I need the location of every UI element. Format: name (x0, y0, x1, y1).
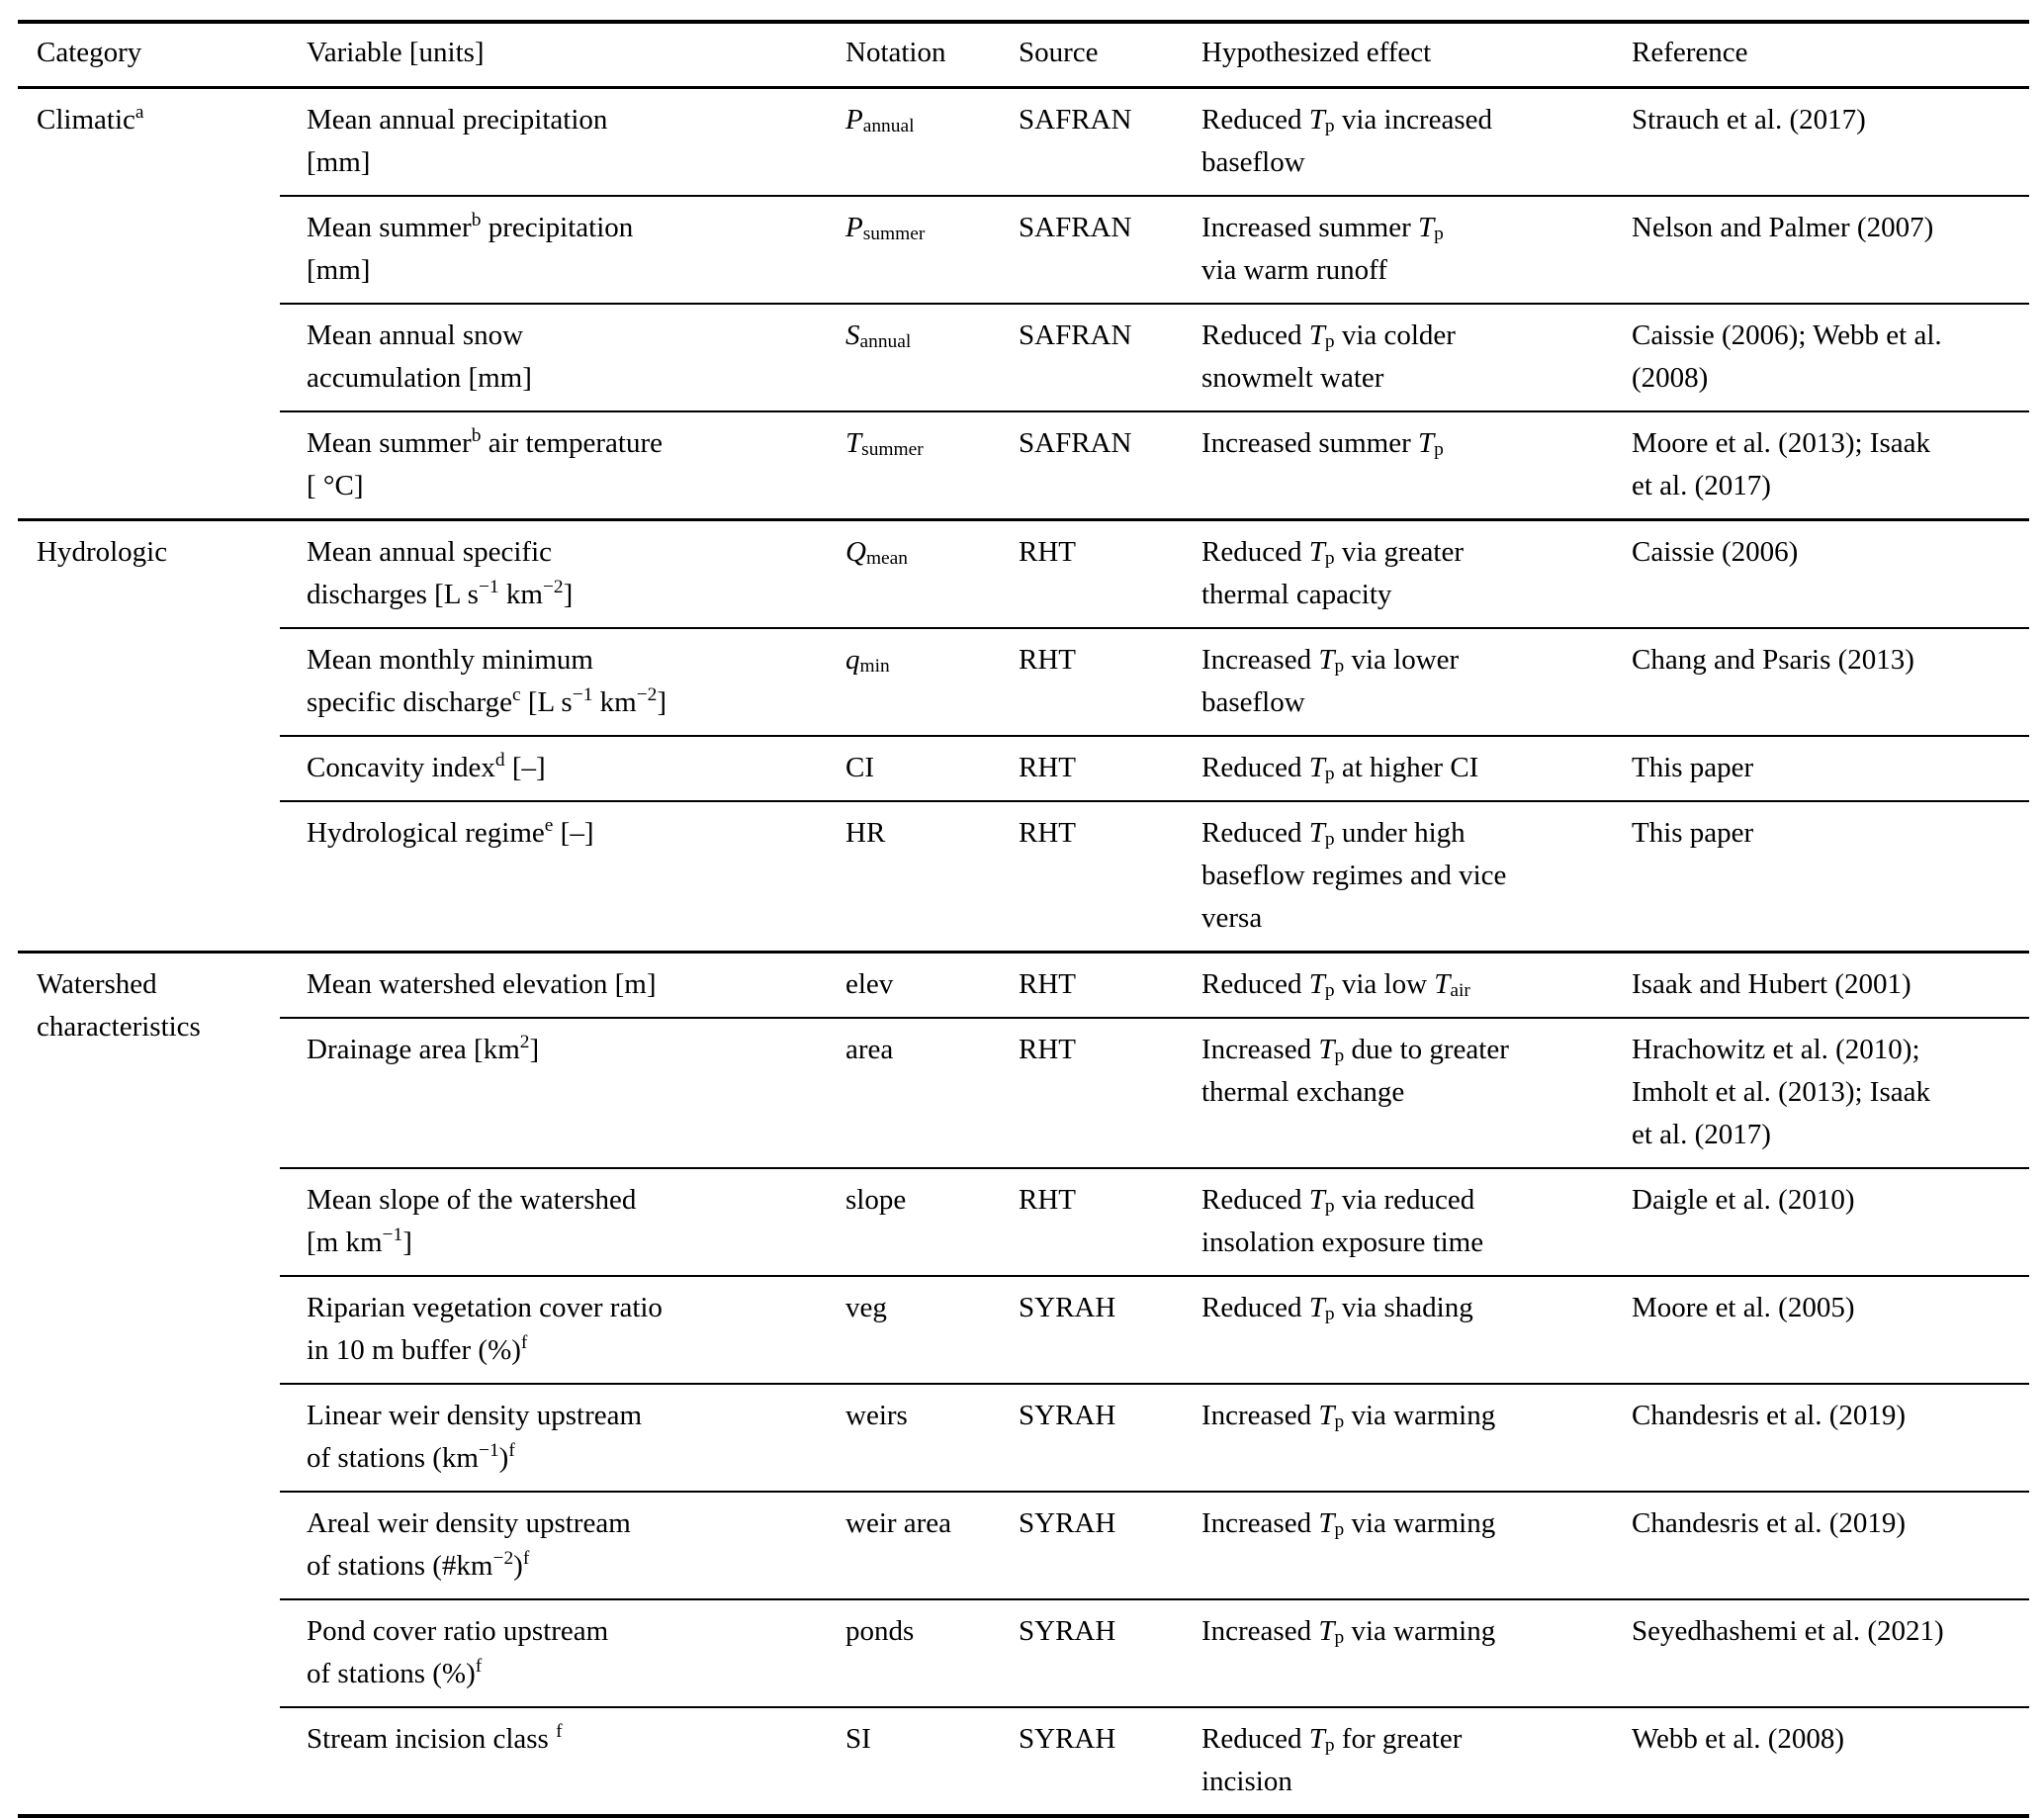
group-rows (280, 89, 2029, 518)
cell-variable: Hydrological regime$^e$ [–] (307, 815, 594, 849)
cell-notation: HR (845, 817, 886, 849)
cell-source: RHT (1019, 536, 1076, 568)
cell-reference: Daigle et al. (2010) (1632, 1184, 1855, 1216)
cell-category: Watershed characteristics (37, 968, 201, 1043)
cell-reference: Chang and Psaris (2013) (1632, 644, 1914, 676)
cell-source: SYRAH (1019, 1507, 1116, 1539)
cell-notation: elev (845, 968, 894, 1000)
table-row (280, 627, 2029, 735)
category-group (18, 89, 2029, 518)
table-row (280, 1706, 2029, 1814)
cell-effect: Increased $T_p$ via lower baseflow (1201, 644, 1460, 718)
table-row (280, 735, 2029, 800)
cell-variable: Mean annual precipitation [mm] (307, 104, 608, 178)
cell-source: SAFRAN (1019, 104, 1132, 136)
cell-effect: Reduced $T_p$ via increased baseflow (1201, 104, 1492, 178)
cell-source: SAFRAN (1019, 212, 1132, 243)
table-header-row (18, 24, 2029, 89)
cell-notation: CI (845, 752, 874, 783)
cell-source: RHT (1019, 644, 1076, 676)
cell-reference: Seyedhashemi et al. (2021) (1632, 1615, 1944, 1647)
cell-notation: $q_{min}$ (845, 644, 890, 678)
cell-source: SYRAH (1019, 1615, 1116, 1647)
cell-notation: $Q_{mean}$ (845, 536, 909, 570)
table-row (280, 410, 2029, 518)
cell-effect: Increased $T_p$ via warming (1201, 1400, 1496, 1433)
cell-notation: weirs (845, 1400, 908, 1431)
column-header-variable: Variable [units] (307, 37, 485, 68)
cell-notation: area (845, 1034, 894, 1065)
cell-source: SYRAH (1019, 1400, 1116, 1431)
cell-effect: Increased summer $T_p$ via warm runoff (1201, 212, 1444, 286)
cell-notation: veg (845, 1292, 887, 1323)
cell-source: RHT (1019, 1034, 1076, 1065)
cell-reference: This paper (1632, 817, 1754, 849)
variables-table (18, 20, 2029, 1818)
cell-source: SAFRAN (1019, 427, 1132, 459)
cell-effect: Increased $T_p$ via warming (1201, 1615, 1496, 1649)
table-row (280, 1275, 2029, 1383)
column-header-category: Category (37, 37, 142, 68)
table-row (280, 800, 2029, 951)
cell-variable: Riparian vegetation cover ratio in 10 m buffer (%)$^f$ (307, 1292, 663, 1366)
cell-reference: Hrachowitz et al. (2010); Imholt et al. (2013); Isaak et al. (2017) (1632, 1034, 1930, 1150)
cell-source: SAFRAN (1019, 319, 1132, 351)
cell-reference: Caissie (2006) (1632, 536, 1799, 568)
cell-reference: This paper (1632, 752, 1754, 783)
cell-effect: Reduced $T_p$ for greater incision (1201, 1723, 1463, 1797)
cell-notation: $P_{annual}$ (845, 104, 915, 137)
cell-source: RHT (1019, 1184, 1076, 1216)
cell-reference: Webb et al. (2008) (1632, 1723, 1845, 1755)
cell-effect: Reduced $T_p$ via colder snowmelt water (1201, 319, 1456, 394)
cell-variable: Stream incision class $^f$ (307, 1721, 563, 1755)
category-group (18, 951, 2029, 1814)
table-row (280, 1383, 2029, 1491)
cell-variable: Mean slope of the watershed [m $km^{-1}$] (307, 1184, 637, 1258)
cell-source: SYRAH (1019, 1723, 1116, 1755)
cell-reference: Isaak and Hubert (2001) (1632, 968, 1911, 1000)
cell-category: Climatic$^a$ (37, 102, 144, 136)
table-row (280, 195, 2029, 303)
cell-variable: Mean watershed elevation [m] (307, 968, 657, 1000)
table-row (280, 521, 2029, 627)
table-row (280, 954, 2029, 1017)
cell-effect: Reduced $T_p$ via shading (1201, 1292, 1473, 1325)
group-rows (280, 521, 2029, 951)
table-body (18, 89, 2029, 1814)
cell-notation: $P_{summer}$ (845, 212, 926, 245)
column-header-source: Source (1019, 37, 1099, 68)
cell-variable: Mean summer$^b$ air temperature [ °C] (307, 425, 663, 501)
cell-effect: Reduced $T_p$ at higher CI (1201, 752, 1479, 785)
table-row (280, 1491, 2029, 1598)
cell-variable: Mean summer$^b$ precipitation [mm] (307, 210, 634, 286)
column-header-reference: Reference (1632, 37, 1748, 68)
cell-notation: weir area (845, 1507, 952, 1539)
cell-source: SYRAH (1019, 1292, 1116, 1323)
cell-variable: Areal weir density upstream of stations $(\#km^{-2})^f$ (307, 1507, 631, 1582)
cell-notation: slope (845, 1184, 907, 1216)
cell-effect: Reduced $T_p$ via reduced insolation exposure time (1201, 1184, 1484, 1258)
cell-variable: Drainage area $[km^2]$ (307, 1032, 540, 1065)
table-row (280, 1017, 2029, 1167)
cell-variable: Pond cover ratio upstream of stations (%)$^f$ (307, 1615, 609, 1689)
cell-source: RHT (1019, 968, 1076, 1000)
cell-notation: $T_{summer}$ (845, 427, 924, 461)
cell-variable: Concavity index$^d$ [–] (307, 750, 546, 783)
cell-variable: Linear weir density upstream of stations $(km^{-1})^f$ (307, 1400, 643, 1474)
cell-source: RHT (1019, 752, 1076, 783)
column-header-notation: Notation (845, 37, 946, 68)
cell-effect: Reduced $T_p$ via greater thermal capacity (1201, 536, 1464, 610)
cell-reference: Strauch et al. (2017) (1632, 104, 1866, 136)
cell-effect: Reduced $T_p$ via low $T_{air}$ (1201, 968, 1470, 1002)
cell-reference: Chandesris et al. (2019) (1632, 1400, 1907, 1431)
table-row (280, 89, 2029, 195)
table-row (280, 1167, 2029, 1275)
cell-notation: SI (845, 1723, 871, 1755)
cell-notation: ponds (845, 1615, 915, 1647)
group-rows (280, 954, 2029, 1814)
table-row (280, 303, 2029, 410)
cell-notation: $S_{annual}$ (845, 319, 912, 353)
cell-variable: Mean annual snow accumulation [mm] (307, 319, 532, 394)
cell-effect: Increased $T_p$ via warming (1201, 1507, 1496, 1541)
cell-reference: Caissie (2006); Webb et al. (2008) (1632, 319, 1942, 394)
cell-reference: Nelson and Palmer (2007) (1632, 212, 1934, 243)
cell-reference: Moore et al. (2005) (1632, 1292, 1855, 1323)
category-group (18, 518, 2029, 951)
cell-variable: Mean annual specific discharges [L $s^{-1}$ $km^{-2}$] (307, 536, 574, 610)
cell-effect: Increased summer $T_p$ (1201, 427, 1444, 461)
cell-source: RHT (1019, 817, 1076, 849)
cell-reference: Chandesris et al. (2019) (1632, 1507, 1907, 1539)
cell-effect: Increased $T_p$ due to greater thermal exchange (1201, 1034, 1509, 1108)
table-row (280, 1598, 2029, 1706)
cell-category: Hydrologic (37, 536, 168, 568)
cell-reference: Moore et al. (2013); Isaak et al. (2017) (1632, 427, 1930, 501)
cell-effect: Reduced $T_p$ under high baseflow regimes and vice versa (1201, 817, 1507, 934)
cell-variable: Mean monthly minimum specific discharge$^c$ [L $s^{-1}$ $km^{-2}$] (307, 644, 667, 718)
column-header-effect: Hypothesized effect (1201, 37, 1432, 68)
